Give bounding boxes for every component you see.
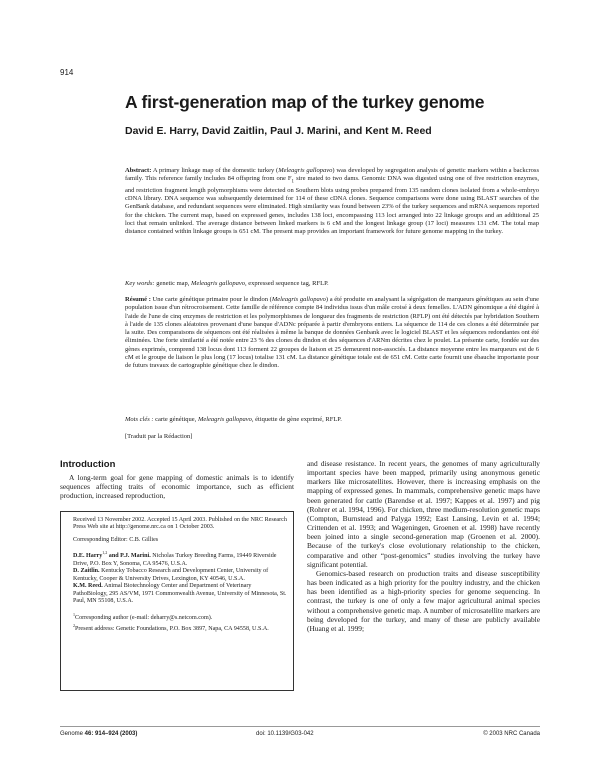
journal-name: Genome — [60, 731, 84, 737]
author-list: David E. Harry, David Zaitlin, Paul J. Marini, and Kent M. Reed — [125, 125, 432, 137]
abstract-text: sire mated to two dams. Genomic DNA was digested using one of five restriction enzymes, and restriction fragment length polymorphisms were detected on Southern blots using probes prepared from 135 random clones isolated from a whole-embryo cDNA library. DNA sequence was subsequently determined for 114 of these cDNA clones. Sequence comparisons were done using BLAST searches of the GenBank database, and redundant sequences were eliminated. High similarity was found between 23% of the turkey sequences and mRNA sequences reported for the chicken. The current map, based on expressed genes, includes 138 loci, encompassing 113 loci arranged into 22 linkage groups and an additional 25 loci that remain unlinked. The average distance between linked markers is 6 cM and the longest linkage group (17 loci) measures 131 cM. The total map distance contained within linkage groups is 651 cM. The present map provides an important framework for future genome mapping in the turkey. — [125, 175, 539, 236]
mots-cles-text: , étiquette de gène exprimé, RFLP. — [251, 416, 342, 423]
resume-text: ) a été produite en analysant la ségrégation de marqueurs génétiques au sein d'une population issue d'un rétrocroisement. Cette famille de référence compte 84 individus issus d'un mâle croisé à deux femelles. L'ADN génomique a été digéré à l'aide de l'une de cinq enzymes de restriction et les polymorphismes de longueur des fragments de restriction (RFLP) ont été détectés par hybridation Southern à l'aide de 135 clones aléatoires provenant d'une banque d'ADNc préparée à partir d'embryons entiers. La séquence de 114 de ces clones a été déterminée par la suite. Des comparaisons de séquences ont été réalisées à même la banque de données Genbank avec le logiciel BLAST et les séquences redondantes ont été éliminées. Une forte similarité a été notée entre 23 % des clones du dindon et des séquences d'ARNm décrites chez le poulet. La présente carte, fondée sur des gènes exprimés, comprend 138 locus dont 113 forment 22 groupes de liaison et 25 demeurent non-associés. La distance moyenne entre les marqueurs est de 6 cM et le groupe de liaison le plus long (17 locus) totalise 131 cM. La distance génétique totale est de 651 cM. Cette carte fournit une ébauche importante pour de futurs travaux de cartographie génétique chez le dindon. — [125, 296, 539, 370]
resume-paragraph — [125, 296, 539, 371]
affiliation-text: Animal Biotechnology Center and Department of Veterinary PathoBiology, 295 AS/VM, 1971 Commonwealth Avenue, University of Minnesota, St. Paul, MN 55108, U.S.A. — [73, 583, 287, 605]
copyright: © 2003 NRC Canada — [483, 731, 540, 737]
keywords-text: , expressed sequence tag, RFLP. — [245, 280, 329, 287]
abstract-paragraph — [125, 167, 539, 237]
footnote-present-address — [73, 622, 287, 633]
keywords-text: genetic map, — [154, 280, 192, 287]
resume-label: Résumé : — [125, 296, 151, 303]
affiliation-names: D.E. Harry — [73, 553, 103, 560]
page-number: 914 — [60, 68, 74, 77]
abstract-text: ) was developed by segregation analysis of genetic markers within a backcross family. This reference family includes 84 offspring from one F — [125, 167, 539, 183]
footnote-marker: 1 — [73, 611, 75, 617]
translation-note: [Traduit par la Rédaction] — [125, 433, 193, 440]
resume-text: Une carte génétique primaire pour le dindon ( — [150, 296, 272, 303]
intro-right-column — [307, 459, 540, 633]
corresponding-editor: Corresponding Editor: C.B. Gillies — [73, 536, 159, 543]
species-name: Meleagris gallopavo — [191, 280, 246, 287]
footnote-marker: 2 — [73, 623, 75, 629]
intro-right-paragraph: and disease resistance. In recent years, the genomes of many agriculturally important species have been mapped, primarily using anonymous genetic markers like microsatellites. However, there is increasing emphasis on the mapping of expressed genes. In mammals, comprehensive genetic maps have been generated for cattle (Barendse et al. 1997; Kappes et al. 1997) and pig (Rohrer et al. 1994, 1996). For chicken, three medium-resolution genetic maps (Compton, Burnstead and Palyga 1992; East Lansing, Levin et al. 1994; Crittenden et al. 1993; and Wageningen, Groenen et al. 1998) have recently been joined into a single second-generation map (Groenen et al. 2000). Because of the turkey's close evolutionary relationship to the chicken, comparative and other “post-genomics” studies involving the turkey have significant potential. — [307, 459, 540, 569]
footnote-corresponding-author — [73, 611, 287, 622]
species-name: Meleagris gallopavo — [197, 416, 252, 423]
affiliation-harry-marini — [73, 549, 287, 568]
affiliation-zaitlin — [73, 568, 287, 583]
affiliation-text: Kentucky Tobacco Research and Development Center, University of Kentucky, Cooper & University Drives, Lexington, KY 40546, U.S.A. — [73, 568, 269, 582]
article-title: A first-generation map of the turkey genome — [125, 92, 485, 112]
footnote-text: Present address: Genetic Foundations, P.O. Box 3897, Napa, CA 94558, U.S.A. — [75, 626, 269, 633]
mots-cles-line — [125, 416, 539, 424]
section-heading-introduction: Introduction — [60, 459, 116, 470]
mots-cles-label: Mots clés : — [125, 416, 154, 423]
affiliation-names: and P.J. Marini. — [107, 553, 151, 560]
intro-right-paragraph: Genomics-based research on production traits and disease susceptibility has been indicated as a high priority for the poultry industry, and the chicken has been identified as a high-priority species for genome sequencing. In contrast, the turkey is one of only a few major agricultural animal species without a comprehensive genetic map. A number of microsatellite markers are being developed for the turkey, and many of these are publicly available (Huang et al. 1999; — [307, 568, 540, 633]
abstract-label: Abstract: — [125, 167, 152, 174]
journal-citation — [60, 731, 137, 737]
subscript: 1 — [291, 179, 295, 185]
species-name: Meleagris gallopavo — [278, 167, 333, 174]
affiliation-reed — [73, 583, 287, 605]
article-info-box — [60, 511, 294, 691]
affiliation-names: D. Zaitlin. — [73, 568, 100, 575]
keywords-line — [125, 280, 539, 288]
intro-left-paragraph: A long-term goal for gene mapping of domestic animals is to identify sequences affecting traits of economic importance, such as efficient production, increased reproduction, — [60, 473, 294, 501]
received-dates: Received 13 November 2002. Accepted 15 April 2003. Published on the NRC Research Press Web site at http://genome.nrc.ca on 1 October 2003. — [73, 517, 287, 531]
doi: doi: 10.1139/G03-042 — [256, 731, 314, 737]
mots-cles-text: carte génétique, — [153, 416, 198, 423]
affiliation-footnote-marker: 1,2 — [102, 550, 108, 556]
affiliation-names: K.M. Reed. — [73, 583, 103, 590]
affiliation-text: Nicholas Turkey Breeding Farms, 19449 Riverside Drive, P.O. Box Y, Sonoma, CA 95476, U.S.A. — [73, 553, 277, 567]
citation: 46: 914–924 (2003) — [83, 731, 138, 737]
footnote-text: Corresponding author (e-mail: deharry@s.netcom.com). — [75, 614, 213, 621]
keywords-label: Key words: — [125, 280, 155, 287]
footer-rule — [60, 726, 540, 727]
abstract-text: A primary linkage map of the domestic turkey ( — [151, 167, 279, 174]
species-name: Meleagris gallopavo — [271, 296, 326, 303]
